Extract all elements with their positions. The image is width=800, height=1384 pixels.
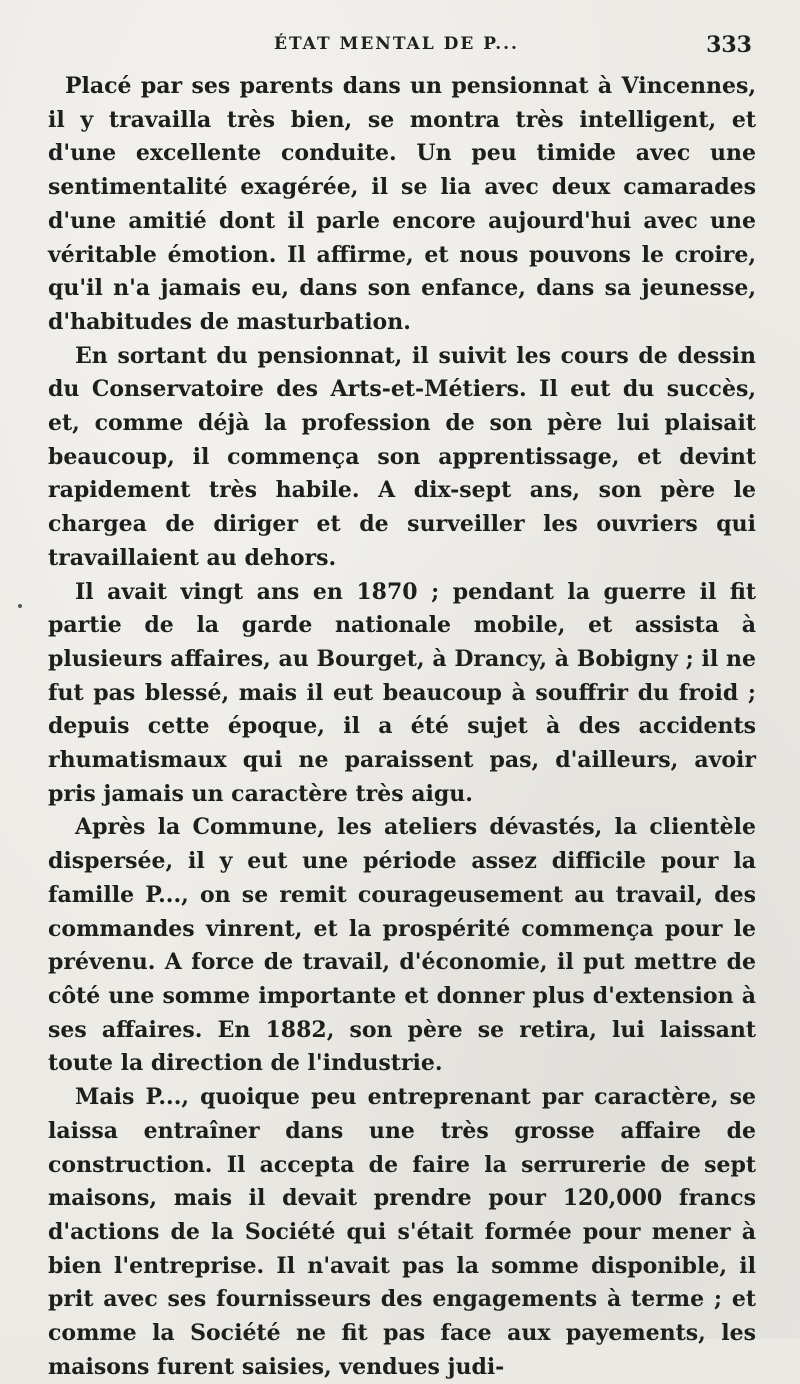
paragraph-5: Mais P..., quoique peu entreprenant par caractère, se laissa entraîner dans une très grosse affaire de construction. Il accepta de faire la serrurerie de sept maisons, mais il devait prendre pour 120,000 francs d'actions de la Société qui s'était formée pour mener à bien l'entreprise. Il n'avait pas la somme disponible, il prit avec ses fournisseurs des engagements à terme ; et comme la Société ne fit pas face aux payements, les maisons furent saisies, vendues judi- [48, 1084, 756, 1380]
margin-ink-dot [18, 604, 22, 608]
paragraph-2: En sortant du pensionnat, il suivit les cours de dessin du Conservatoire des Arts-et-Métiers. Il eut du succès, et, comme déjà la profession de son père lui plaisait beaucoup, il commença son apprentissage, et devint rapidement très habile. A dix-sept ans, son père le chargea de diriger et de surveiller les ouvriers qui travaillaient au dehors. [48, 342, 756, 571]
body-text [48, 70, 756, 1384]
paragraph-1: Placé par ses parents dans un pensionnat à Vincennes, il y travailla très bien, se montra très intelligent, et d'une excellente conduite. Un peu timide avec une sentimentalité exagérée, il se lia avec deux camarades d'une amitié dont il parle encore aujourd'hui avec une véritable émotion. Il affirme, et nous pouvons le croire, qu'il n'a jamais eu, dans son enfance, dans sa jeunesse, d'habitudes de masturbation. [48, 73, 756, 335]
paragraph-4: Après la Commune, les ateliers dévastés, la clientèle dispersée, il y eut une période assez difficile pour la famille P..., on se remit courageusement au travail, des commandes vinrent, et la prospérité commença pour le prévenu. A force de travail, d'économie, il put mettre de côté une somme importante et donner plus d'extension à ses affaires. En 1882, son père se retira, lui laissant toute la direction de l'industrie. [48, 814, 756, 1077]
paragraph-3: Il avait vingt ans en 1870 ; pendant la guerre il fit partie de la garde nationale mobile, et assista à plusieurs affaires, au Bourget, à Drancy, à Bobigny ; il ne fut pas blessé, mais il eut beaucoup à souffrir du froid ; depuis cette époque, il a été sujet à des accidents rhumatismaux qui ne paraissent pas, d'ailleurs, avoir pris jamais un caractère très aigu. [48, 578, 756, 807]
page-number: 333 [706, 32, 752, 58]
running-head [48, 28, 756, 68]
running-head-title: ÉTAT MENTAL DE P... [274, 34, 519, 54]
